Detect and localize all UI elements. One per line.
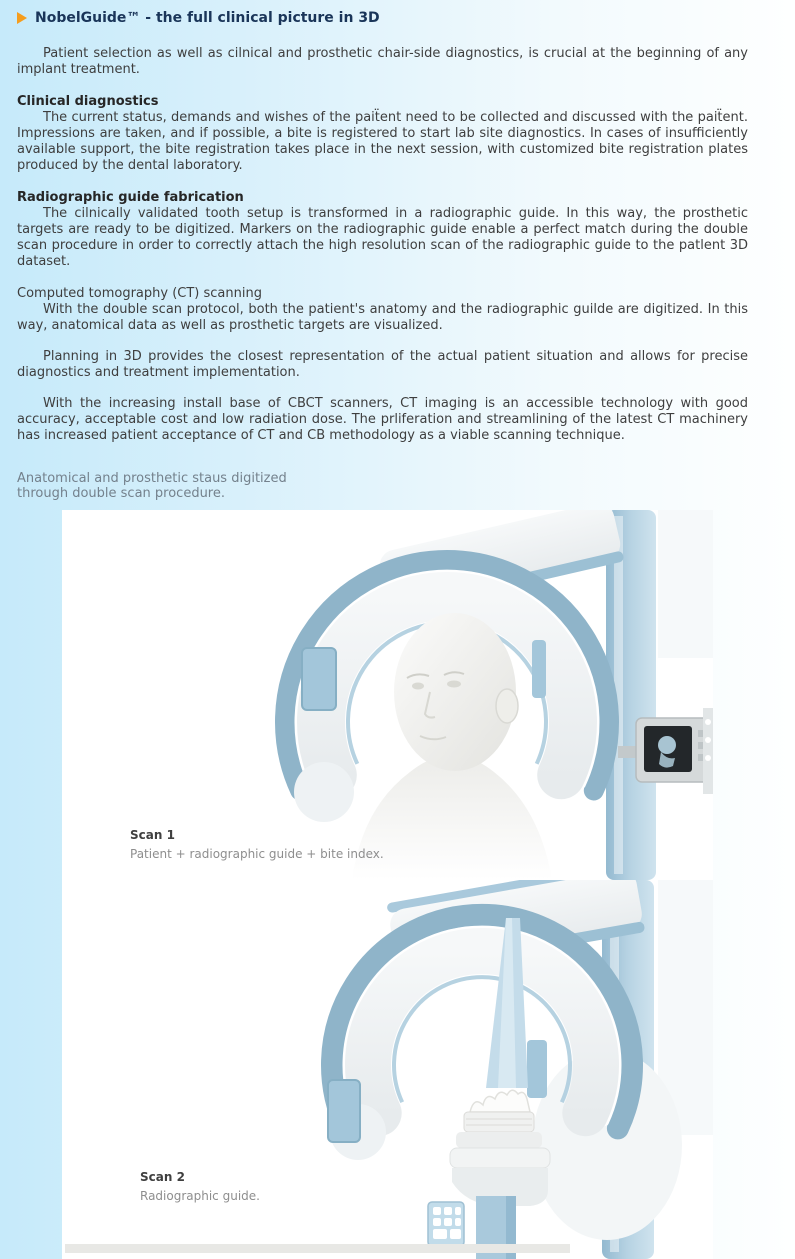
figure-note: Anatomical and prosthetic staus digitized through double scan procedure. <box>17 471 287 501</box>
orange-arrow-icon <box>17 12 27 24</box>
figure-label: Scan 2 <box>140 1170 185 1184</box>
section-heading-radiographic-guide-fabrication: Radiographic guide fabrication <box>17 190 244 205</box>
title-row <box>0 0 795 26</box>
figure-panel <box>62 510 713 1259</box>
paragraph-guide-fabrication: The cilnically validated tooth setup is transformed in a radiographic guide. In this way, the prosthetic targets are ready to be digitized. Markers on the radiographic guide enable a perfect match during the double scan procedure in order to correctly attach the high resolution scan of the radiographic guide to the patlent 3D dataset. <box>17 206 748 269</box>
article-text <box>17 36 748 514</box>
paragraph-clinical-diagnostics: The current status, demands and wishes of the paiẗent need to be collected and discussed with the paiẗent. Impressions are taken, and if possible, a bite is registered to start lab site diagnostics. In cases of insufficiently available support, the bite registration takes place in the next session, with customized bite registration plates produced by the dental laboratory. <box>17 110 748 173</box>
figure-caption-text: Radiographic guide. <box>140 1189 260 1203</box>
paragraph-ct-scanning-2: Planning in 3D provides the closest representation of the actual patient situation and allows for precise diagnostics and treatment implementation. <box>17 349 748 380</box>
page-title: NobelGuide™ - the full clinical picture in 3D <box>35 10 380 26</box>
paragraph-ct-scanning-1: With the double scan protocol, both the patient's anatomy and the radiographic guilde are digitized. In this way, anatomical data as well as prosthetic targets are visualized. <box>17 302 748 333</box>
intro-paragraph: Patient selection as well as cilnical and prosthetic chair-side diagnostics, is crucial at the beginning of any implant treatment. <box>17 46 748 77</box>
paragraph-ct-scanning-3: With the increasing install base of CBCT scanners, CT imaging is an accessible technology with good accuracy, acceptable cost and low radiation dose. The prliferation and streamlining of the latest CT machinery has increased patient acceptance of CT and CB methodology as a viable scanning technique. <box>17 396 748 443</box>
figure-label: Scan 1 <box>130 828 175 842</box>
section-heading-ct-scanning: Computed tomography (CT) scanning <box>17 286 262 301</box>
figure-caption-scan-1 <box>130 828 384 861</box>
ct-scanner-with-patient-illustration <box>62 510 713 880</box>
figure-caption-text: Patient + radiographic guide + bite index. <box>130 847 384 861</box>
figure-caption-scan-2 <box>140 1170 260 1203</box>
section-heading-clinical-diagnostics: Clinical diagnostics <box>17 94 159 109</box>
